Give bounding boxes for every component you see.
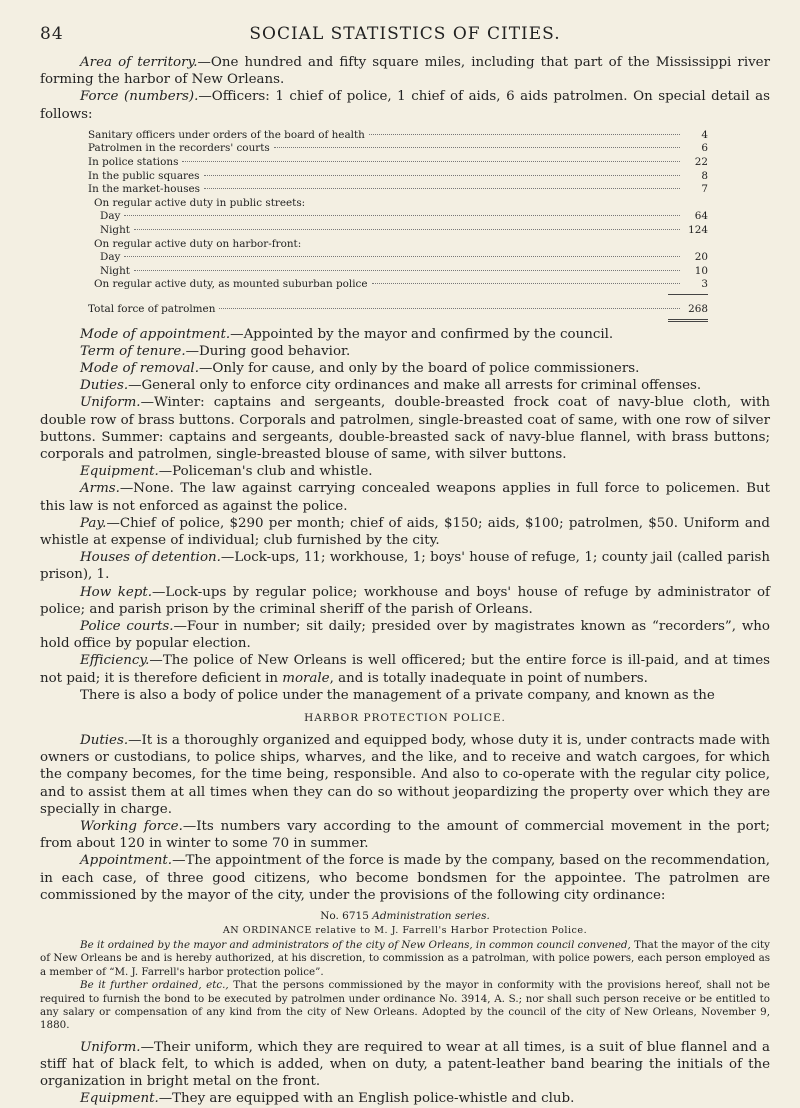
courts-paragraph: Police courts.—Four in number; sit daily; presided over by magistrates known as “recorders”, who hold office by popular election.	[40, 618, 770, 652]
table-row: Day 20	[100, 251, 708, 264]
ordinance-clause: Be it ordained by the mayor and administrators of the city of New Orleans, in common council convened, That the mayor of the city of New Orleans be and is hereby authorized, at his discretion, to commission as a patrolman, with police powers, each person employed as a member of “M. J. Farrell's harbor protection police”.	[40, 939, 770, 978]
page-title: SOCIAL STATISTICS OF CITIES.	[249, 24, 561, 44]
document-page	[40, 0, 770, 1108]
harbor-appointment-paragraph: Appointment.—The appointment of the force is made by the company, based on the recommendation, in each case, of three good citizens, who become bondsmen for the appointee. The patrolmen are commissioned by the mayor of the city, under the provisions of the following city ordinance:	[40, 853, 770, 903]
area-label: Area of territory.	[80, 55, 198, 70]
table-row: On regular active duty, as mounted suburban police 3	[94, 278, 708, 291]
efficiency-paragraph: Efficiency.—The police of New Orleans is well officered; but the entire force is ill-paid, and at times not paid; it is therefore deficient in morale, and is totally inadequate in point of numbers.	[40, 653, 770, 686]
table-row: Night 124	[100, 223, 708, 236]
working-force-paragraph: Working force.—Its numbers vary according to the amount of commercial movement in the port; from about 120 in winter to some 70 in summer.	[40, 819, 770, 852]
force-table	[88, 129, 708, 322]
table-total-row: Total force of patrolmen 268	[88, 302, 708, 315]
table-row: Sanitary officers under orders of the board of health 4	[88, 128, 708, 141]
table-row: In the public squares 8	[88, 169, 708, 182]
harbor-equipment-paragraph: Equipment.—They are equipped with an English police-whistle and club.	[80, 1091, 575, 1107]
force-label: Force (numbers).	[80, 89, 199, 105]
force-text: —Officers: 1 chief of police, 1 chief of aids, 6 aids patrolmen. On special detail as follows:	[40, 89, 770, 122]
table-row: In police stations 22	[88, 156, 708, 168]
harbor-duties-paragraph: Duties.—It is a thoroughly organized and equipped body, whose duty it is, under contracts made with owners or custodians, to police ships, wharves, and the like, and to receive and watch cargoes, for which the company becomes, for the time being, responsible. And also to co-operate with the regular city police, and to assist them at all times when they can do so without jeopardizing the property over which they are specially in charge.	[40, 733, 770, 817]
table-subheading: On regular active duty on harbor-front:	[94, 237, 302, 250]
appointment-paragraph: Mode of appointment.—Appointed by the mayor and confirmed by the council.	[80, 326, 614, 342]
table-subheading: On regular active duty in public streets:	[94, 196, 306, 209]
sum-rule	[668, 294, 708, 295]
table-row: In the market-houses 7	[88, 183, 708, 196]
table-row: Night 10	[100, 264, 708, 277]
page-number: 84	[40, 24, 64, 44]
duties-paragraph: Duties.—General only to enforce city ordinances and make all arrests for criminal offenses.	[80, 378, 702, 394]
ordinance-title: AN ORDINANCE relative to M. J. Farrell's Harbor Protection Police.	[222, 925, 588, 937]
ordinance-block	[40, 910, 770, 1033]
section-heading: HARBOR PROTECTION POLICE.	[304, 712, 506, 724]
how-kept-paragraph: How kept.—Lock-ups by regular police; workhouse and boys' house of refuge by administrator of police; and parish prison by the criminal sheriff of the parish of Orleans.	[40, 584, 770, 617]
equipment-paragraph: Equipment.—Policeman's club and whistle.	[80, 464, 373, 480]
private-company-paragraph: There is also a body of police under the management of a private company, and known as the	[80, 687, 715, 703]
ordinance-clause: Be it further ordained, etc., That the persons commissioned by the mayor in conformity with the provisions hereof, shall not be required to furnish the bond to be executed by patrolmen under ordinance No. 3914, A. S.; nor shall such person receive or be entitled to any salary or compensation of any kind from the city of New Orleans. Adopted by the council of the city of New Orleans, November 9, 1880.	[40, 979, 770, 1032]
total-double-rule	[668, 319, 708, 322]
table-row: Day 64	[100, 210, 708, 223]
area-paragraph	[40, 54, 770, 88]
area-text: —One hundred and fifty square miles, including that part of the Mississippi river forming the harbor of New Orleans.	[40, 55, 770, 88]
tenure-paragraph: Term of tenure.—During good behavior.	[80, 343, 351, 359]
force-paragraph	[40, 88, 770, 122]
running-head	[40, 14, 770, 54]
harbor-uniform-paragraph: Uniform.—Their uniform, which they are required to wear at all times, is a suit of blue flannel and a stiff hat of black felt, to which is added, when on duty, a patent-leather band bearing the initials of the organization in bright metal on the front.	[40, 1039, 770, 1090]
removal-paragraph: Mode of removal.—Only for cause, and only by the board of police commissioners.	[80, 360, 640, 376]
uniform-paragraph: Uniform.—Winter: captains and sergeants, double-breasted frock coat of navy-blue cloth, with double row of brass buttons. Corporals and patrolmen, single-breasted coat of same, with one row of silver buttons. Summer: captains and sergeants, double-breasted sack of navy-blue flannel, with brass buttons; corporals and patrolmen, single-breasted blouse of same, with silver buttons.	[40, 395, 770, 462]
table-row: Patrolmen in the recorders' courts 6	[88, 142, 708, 155]
ordinance-number: No. 6715 Administration series.	[320, 910, 490, 923]
detention-paragraph: Houses of detention.—Lock-ups, 11; workhouse, 1; boys' house of refuge, 1; county jail (called parish prison), 1.	[40, 550, 770, 583]
arms-paragraph: Arms.—None. The law against carrying concealed weapons applies in full force to policemen. But this law is not enforced as against the police.	[40, 481, 770, 514]
pay-paragraph: Pay.—Chief of police, $290 per month; chief of aids, $150; aids, $100; patrolmen, $50. Uniform and whistle at expense of individual; club furnished by the city.	[40, 515, 770, 548]
